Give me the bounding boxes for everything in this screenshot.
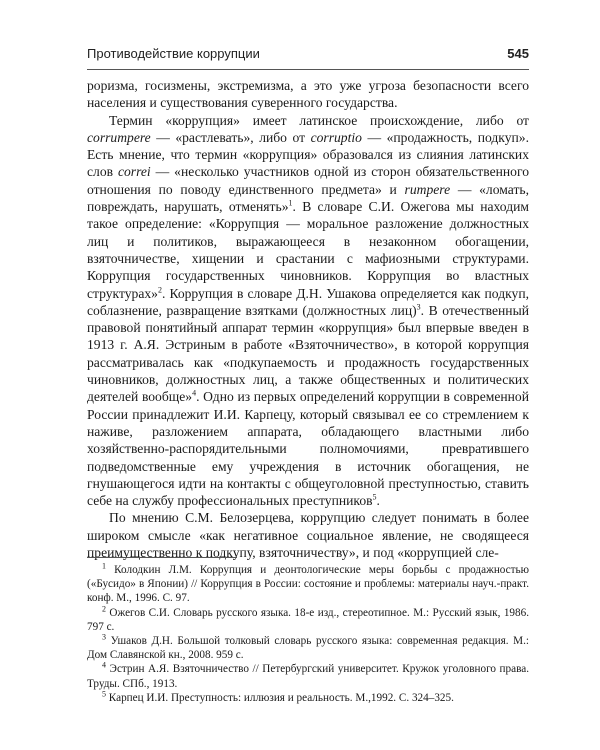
- footnote-text: Эстрин А.Я. Взяточничество // Петербургский университет. Кружок уголовного права. Труды. СПб., 1913.: [87, 663, 529, 690]
- paragraph-belozertsev: По мнению С.М. Белозерцева, коррупцию следует понимать в более широком смысле «как негативное социальное явление, не сводящееся преимущественно к подкупу, взяточничеству», и под «коррупцией сле-: [87, 510, 529, 561]
- text-run: . В словаре С.И. Ожегова мы находим такое определение: «Коррупция — моральное разложение должностных лиц и политиков, выражающееся в незаконном обогащении, взяточничестве, хищении и срастании с мафиозными структурами. Коррупция государственных чиновников. Коррупция во властных структурах»: [87, 199, 529, 301]
- text-run: .: [376, 493, 380, 509]
- footnote-number: 3: [102, 632, 106, 642]
- footnote-4: [87, 662, 529, 690]
- footnote-number: 2: [102, 603, 106, 613]
- footnote-text: Ушаков Д.Н. Большой толковый словарь русского языка: современная редакция. М.: Дом Славянской кн., 2008. 959 с.: [87, 635, 529, 662]
- text-run: — «растлевать», либо от: [150, 129, 311, 145]
- footnote-1: [87, 563, 529, 606]
- text-run: Термин «коррупция» имеет латинское происхождение, либо от: [109, 112, 529, 128]
- latin-word-rumpere: rumpere: [404, 181, 451, 197]
- latin-word-corruptio: corruptio: [310, 129, 362, 145]
- footnote-ref-3[interactable]: 3: [416, 302, 421, 312]
- footnote-text: Ожегов С.И. Словарь русского языка. 18-е изд., стереотипное. М.: Русский язык, 1986. 797 с.: [87, 606, 529, 633]
- text-run: — «продажность, подкуп». Есть мнение, что термин «коррупция» образовался из слияния латинских слов: [87, 129, 529, 180]
- main-text: [87, 77, 529, 561]
- latin-word-corrumpere: corrumpere: [87, 129, 151, 145]
- footnote-ref-2[interactable]: 2: [157, 285, 162, 295]
- footnote-number: 5: [102, 689, 106, 699]
- footnote-2: [87, 603, 529, 634]
- footnote-ref-1[interactable]: 1: [288, 198, 293, 208]
- paragraph-continuation: роризма, госизмены, экстремизма, а это уже угроза безопасности всего населения и существования суверенного государства.: [87, 78, 529, 111]
- paragraph-corruption-term: [87, 112, 529, 510]
- footnotes: [87, 563, 529, 705]
- text-run: . Коррупция в словаре Д.Н. Ушакова определяется как подкуп, соблазнение, развращение взятками (должностных лиц): [87, 285, 529, 318]
- text-run: — «несколько участников одной из сторон обязательственного отношения по поводу единственного предмета» и: [87, 164, 529, 197]
- text-run: . Одно из первых определений коррупции в современной России принадлежит И.И. Карпецу, который связывал ее со стремлением к наживе, разложением аппарата, обладающего властными либо хозяйственно-распорядительными полномочиями, превратившего подведомственные ему учреждения в источник обогащения, не гнушающегося идти на контакты с общеуголовной преступностью, ставить себе на службу профессиональных преступников: [87, 389, 529, 509]
- footnote-ref-5[interactable]: 5: [372, 492, 377, 502]
- footnote-text: Карпец И.И. Преступность: иллюзия и реальность. М.,1992. С. 324–325.: [106, 691, 454, 704]
- footnote-number: 1: [102, 561, 106, 571]
- header-rule: [87, 69, 529, 70]
- footnote-ref-4[interactable]: 4: [192, 388, 197, 398]
- latin-word-correi: correi: [117, 164, 151, 180]
- footnote-3: [87, 634, 529, 662]
- footnote-5: [87, 691, 529, 705]
- running-title: Противодействие коррупции: [87, 46, 260, 61]
- running-header: [87, 46, 529, 68]
- footnote-rule: [87, 557, 237, 558]
- page-number: 545: [507, 46, 529, 61]
- text-run: — «ломать, повреждать, нарушать, отменять»: [87, 181, 529, 215]
- text-run: . В отечественный правовой понятийный аппарат термин «коррупция» был впервые введен в 1913 г. А.Я. Эстриным в работе «Взяточничество», в которой коррупция рассматривалась как «подкупаемость и продажность государственных чиновников, должностных лиц, а также общественных и политических деятелей вообще»: [87, 302, 529, 405]
- footnote-text: Колодкин Л.М. Коррупция и деонтологические меры борьбы с продажностью («Бусидо» в Японии) // Коррупция в России: состояние и проблемы: материалы науч.-практ. конф. М., 1996. С. 97.: [87, 564, 529, 605]
- footnote-number: 4: [102, 660, 106, 670]
